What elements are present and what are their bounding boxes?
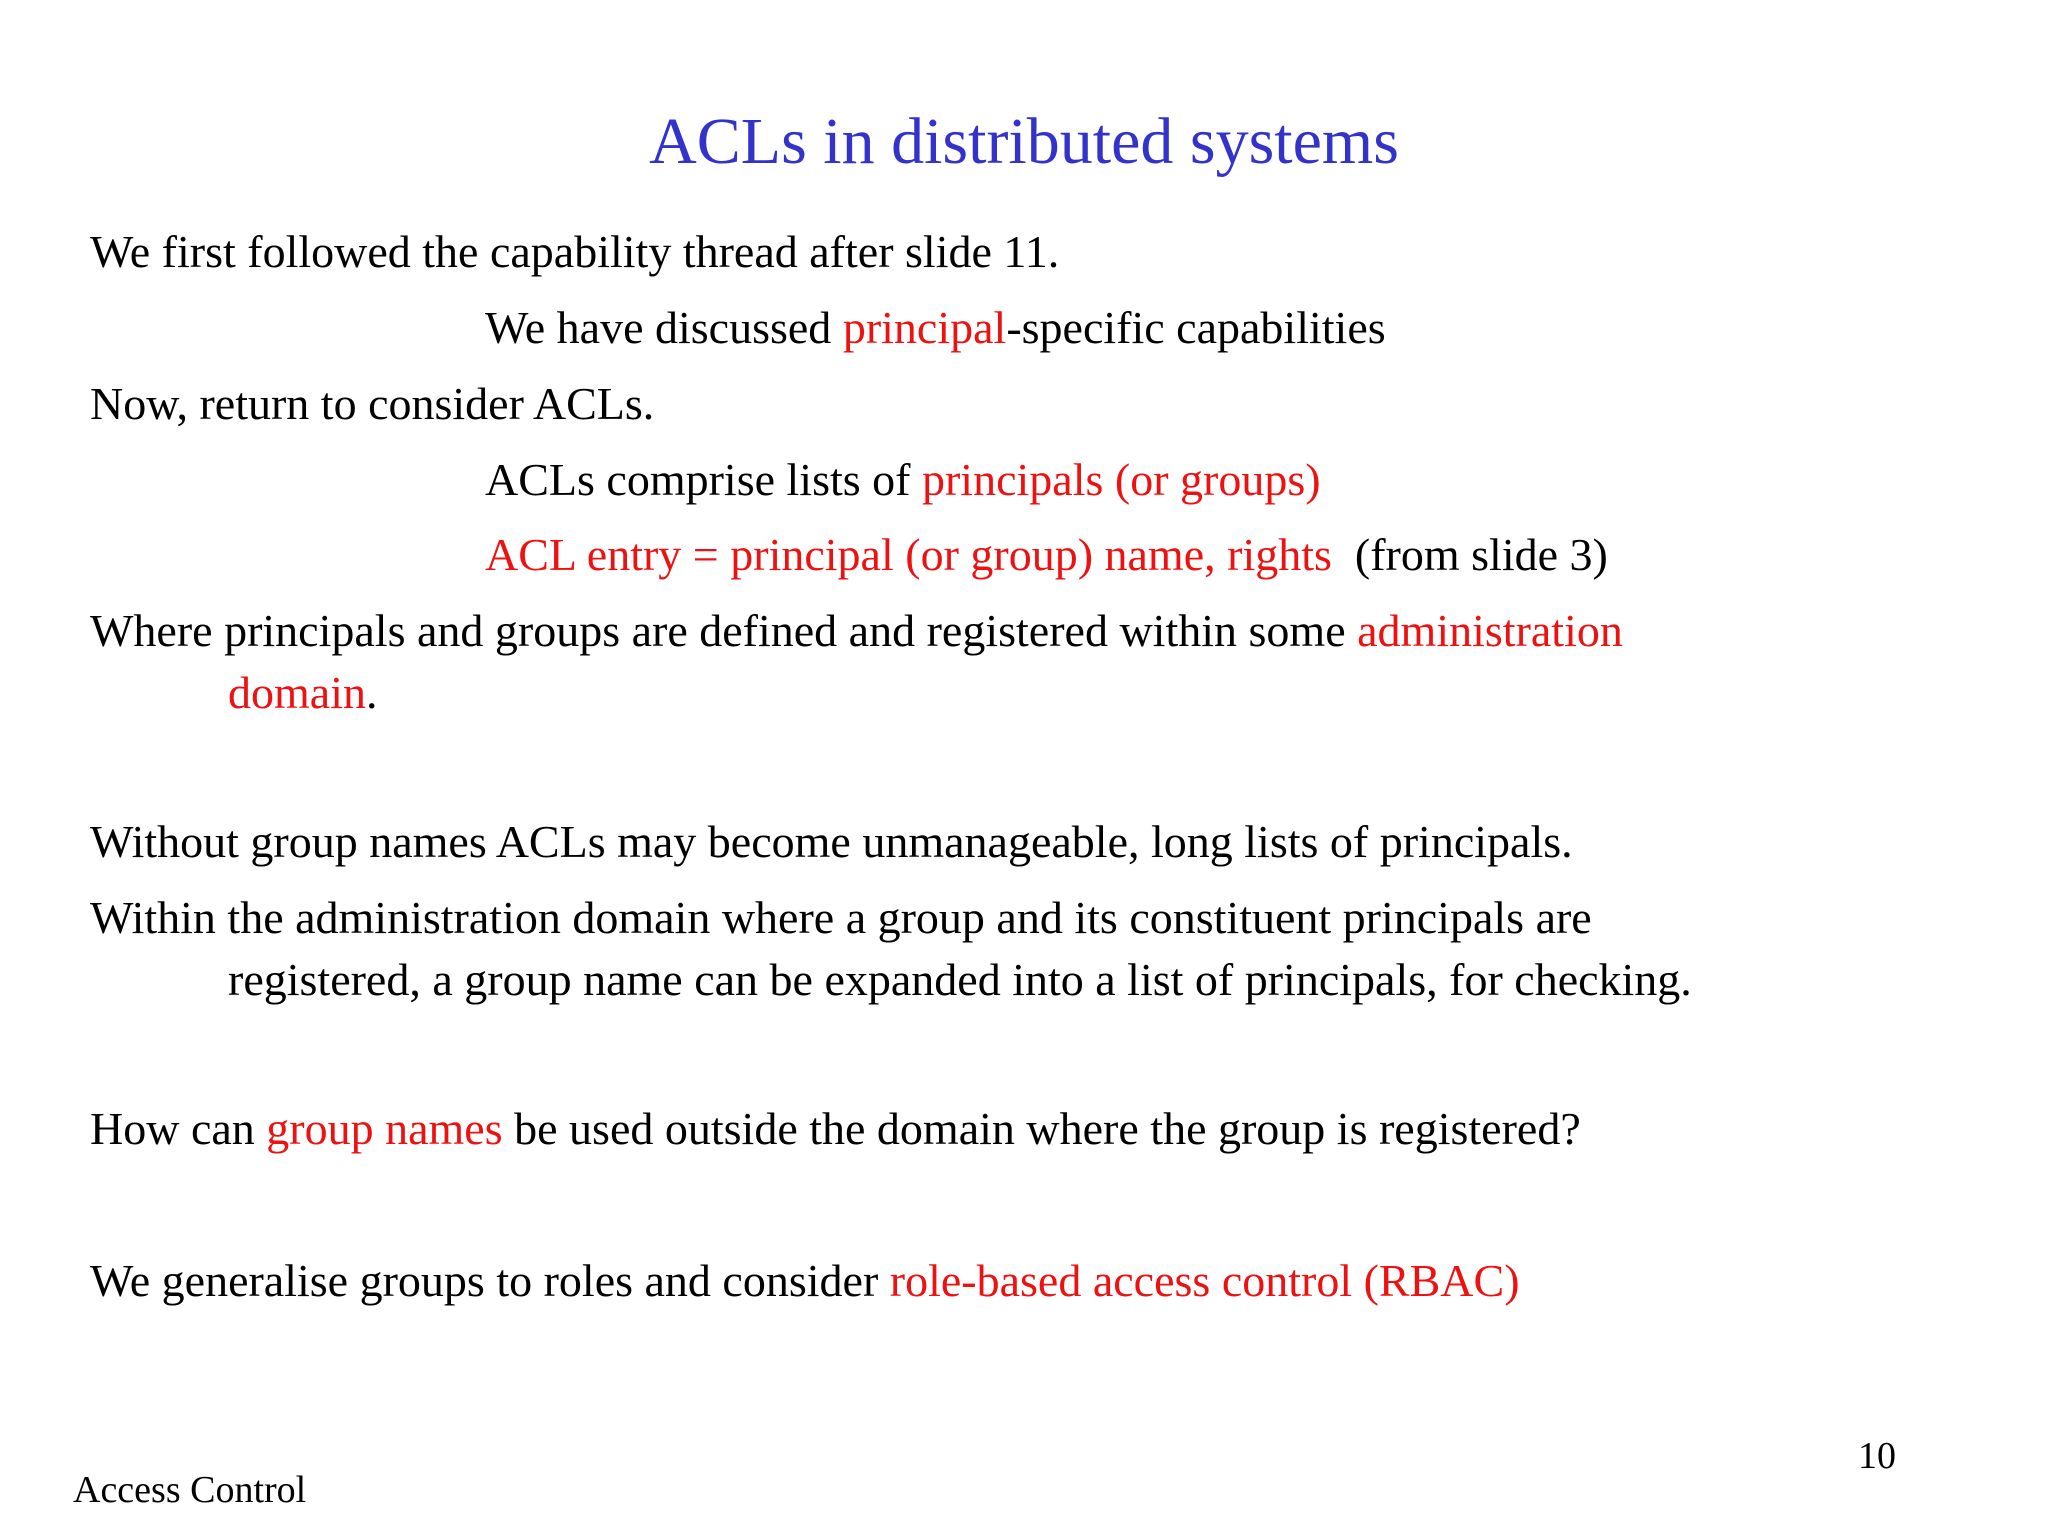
line-acl-entry — [485, 523, 1608, 587]
highlight-administration: administration — [1357, 605, 1623, 656]
line-group-names-question — [90, 1097, 1581, 1161]
line-return-acls: Now, return to consider ACLs. — [90, 378, 655, 429]
highlight-rbac: role-based access control (RBAC) — [889, 1255, 1520, 1306]
line-administration-domain-cont — [228, 661, 377, 725]
line-within-domain: Within the administration domain where a group and its constituent principals are — [90, 892, 1592, 943]
text: Where principals and groups are defined and registered within some — [90, 605, 1358, 656]
text: ACLs comprise lists of — [485, 454, 922, 505]
footer-course-title: Access Control — [73, 1469, 307, 1511]
line-without-group-names: Without group names ACLs may become unmanageable, long lists of principals. — [90, 816, 1573, 867]
text: -specific capabilities — [1006, 302, 1386, 353]
highlight-acl-entry: ACL entry = principal (or group) name, rights — [485, 529, 1332, 580]
line-acls-comprise — [485, 448, 1321, 512]
text: (from slide 3) — [1331, 529, 1608, 580]
highlight-principals-groups: principals (or groups) — [921, 454, 1321, 505]
line-capability-thread: We first followed the capability thread after slide 11. — [90, 226, 1060, 277]
text: . — [365, 667, 378, 718]
highlight-principal: principal — [842, 302, 1007, 353]
line-rbac — [90, 1249, 1520, 1313]
text: We generalise groups to roles and consider — [90, 1255, 890, 1306]
text: be used outside the domain where the group is registered? — [502, 1103, 1581, 1154]
text: How can — [90, 1103, 267, 1154]
text: We have discussed — [485, 302, 843, 353]
highlight-group-names: group names — [266, 1103, 503, 1154]
slide-title: ACLs in distributed systems — [649, 105, 1399, 178]
page-number: 10 — [1858, 1435, 1896, 1477]
line-principal-capabilities — [485, 296, 1386, 360]
highlight-domain: domain — [228, 667, 366, 718]
line-within-domain-cont: registered, a group name can be expanded into a list of principals, for checking. — [228, 954, 1692, 1005]
line-administration-domain — [90, 599, 1623, 663]
